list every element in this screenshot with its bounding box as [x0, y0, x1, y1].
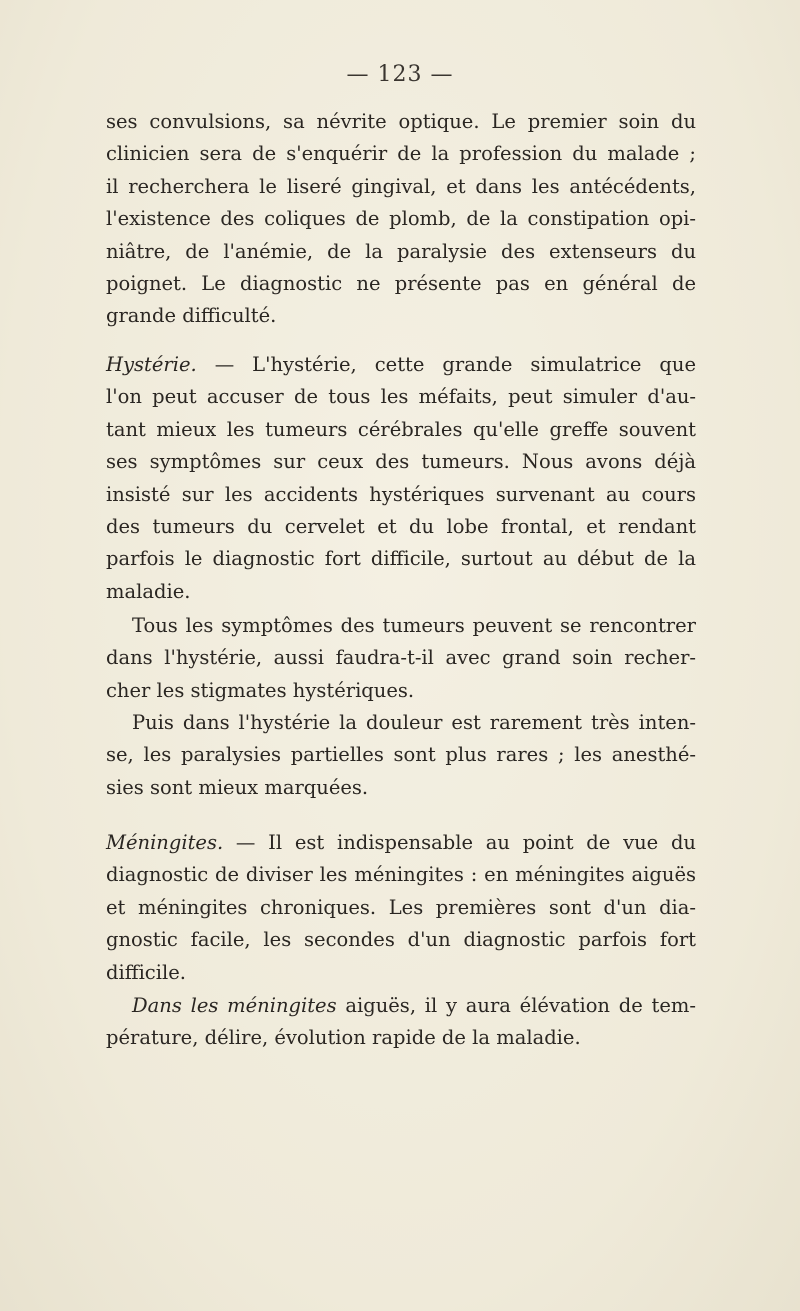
- text-line: niâtre, de l'anémie, de la paralysie des extenseurs du: [106, 239, 696, 263]
- text-line: l'existence des coliques de plomb, de la constipation opi-: [106, 207, 696, 231]
- paragraph-meningites-aigues: [106, 990, 696, 1055]
- text-line: gnostic facile, les secondes d'un diagnostic parfois fort: [106, 928, 696, 952]
- text-line: se, les paralysies partielles sont plus rares ; les anesthé-: [106, 743, 696, 767]
- section-heading-meningites: Méningites.: [106, 831, 224, 854]
- section-heading-hysterie: Hystérie.: [106, 353, 197, 376]
- text-line: et méningites chroniques. Les premières sont d'un dia-: [106, 895, 696, 919]
- heading-line-rest: — L'hystérie, cette grande simulatrice que: [196, 353, 696, 376]
- paragraph-hysterie: [106, 349, 696, 608]
- text-line: ses symptômes sur ceux des tumeurs. Nous avons déjà: [106, 450, 696, 474]
- text-line: des tumeurs du cervelet et du lobe frontal, et rendant: [106, 515, 696, 539]
- text-line: sies sont mieux marquées.: [106, 775, 369, 799]
- text-line: ses convulsions, sa névrite optique. Le premier soin du: [106, 110, 696, 133]
- text-line: maladie.: [106, 579, 191, 603]
- text-line: l'on peut accuser de tous les méfaits, peut simuler d'au-: [106, 385, 696, 409]
- page-number: — 123 —: [346, 62, 454, 87]
- heading-line-rest: — Il est indispensable au point de vue du: [223, 831, 696, 854]
- text-line: pérature, délire, évolution rapide de la maladie.: [106, 1026, 581, 1050]
- text-line: parfois le diagnostic fort difficile, surtout au début de la: [106, 547, 696, 571]
- text-line: difficile.: [106, 960, 186, 984]
- text-line: Tous les symptômes des tumeurs peuvent se rencontrer: [132, 614, 696, 637]
- paragraph-meningites: [106, 827, 696, 989]
- paragraph-douleur: [106, 707, 696, 804]
- paragraph-lead-poisoning: [106, 106, 696, 333]
- text-line: [106, 349, 696, 381]
- text-line: [106, 827, 696, 859]
- text-line: clinicien sera de s'enquérir de la profession du malade ;: [106, 142, 696, 166]
- text-line: Puis dans l'hystérie la douleur est rarement très inten-: [132, 711, 696, 734]
- text-line: cher les stigmates hystériques.: [106, 678, 415, 702]
- text-line: tant mieux les tumeurs cérébrales qu'elle greffe souvent: [106, 417, 696, 441]
- heading-line-rest: aiguës, il y aura élévation de tem-: [336, 994, 696, 1017]
- text-line: [106, 990, 696, 1022]
- inline-italic-phrase: Dans les méningites: [132, 994, 337, 1017]
- text-line: poignet. Le diagnostic ne présente pas en général de: [106, 272, 696, 296]
- paragraph-symptomes: [106, 610, 696, 707]
- text-line: il recherchera le liseré gingival, et dans les antécédents,: [106, 174, 696, 198]
- text-line: grande difficulté.: [106, 304, 277, 328]
- text-line: insisté sur les accidents hystériques survenant au cours: [106, 482, 696, 506]
- text-line: dans l'hystérie, aussi faudra-t-il avec grand soin recher-: [106, 646, 696, 670]
- text-line: diagnostic de diviser les méningites : en méningites aiguës: [106, 863, 696, 887]
